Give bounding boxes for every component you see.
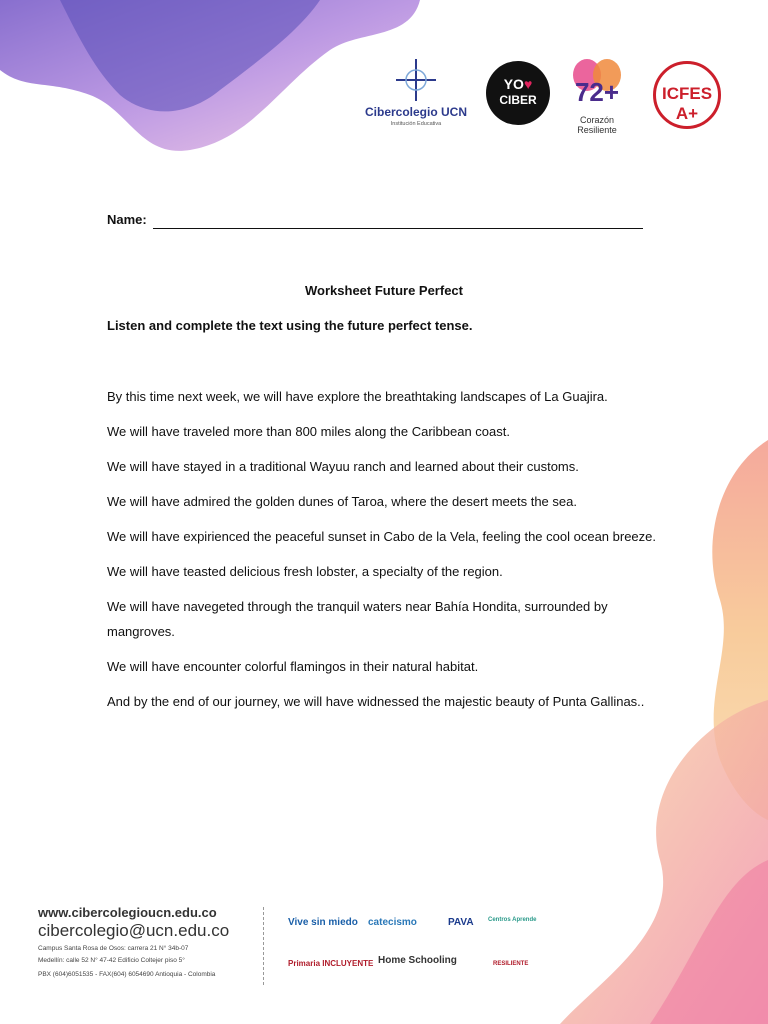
name-blank-line[interactable] <box>153 228 643 229</box>
paragraph: We will have traveled more than 800 miles along the Caribbean coast. <box>107 424 510 439</box>
ucn-logo-name: Cibercolegio UCN <box>364 105 467 119</box>
cibercolegio-ucn-logo <box>360 55 472 135</box>
instruction-text: Listen and complete the text using the future perfect tense. <box>107 318 473 333</box>
top-left-wave-shape <box>0 0 420 151</box>
phone-fax: PBX (604)6051535 - FAX(604) 6054690 Antioquia - Colombia <box>38 971 216 978</box>
primaria-incluyente-logo: Primaria INCLUYENTE <box>288 959 374 968</box>
ciber-text: CIBER <box>499 93 537 107</box>
ucn-logo-subtitle: Institución Educativa <box>390 121 442 127</box>
worksheet-body <box>107 384 657 724</box>
paragraph: We will have expirienced the peaceful sunset in Cabo de la Vela, feeling the cool ocean breeze. <box>107 529 657 544</box>
campus-address: Campus Santa Rosa de Osos: carrera 21 N° 34b-07 <box>38 945 189 952</box>
medellin-address: Medellín: calle 52 N° 47-42 Edificio Coltejer piso 5° <box>38 957 185 964</box>
partner-logos <box>288 911 548 991</box>
email-link[interactable]: cibercolegio@ucn.edu.co <box>38 921 230 940</box>
paragraph: We will have teasted delicious fresh lobster, a specialty of the region. <box>107 564 503 579</box>
paragraph: By this time next week, we will have explore the breathtaking landscapes of La Guajira. <box>107 389 608 404</box>
compass-cross-icon <box>360 55 472 105</box>
resiliente-logo: RESILIENTE <box>493 961 529 967</box>
paragraph: And by the end of our journey, we will have widnessed the majestic beauty of Punta Gallinas.. <box>107 694 645 709</box>
paragraph: We will have encounter colorful flamingos in their natural habitat. <box>107 659 479 674</box>
centros-aprende-logo: Centros Aprende <box>488 917 537 923</box>
home-schooling-logo: Home Schooling <box>378 955 457 966</box>
paragraph: We will have navegeted through the tranquil waters near Bahía Hondita, surrounded by mangroves. <box>107 599 608 639</box>
yo-text: YO <box>503 76 524 92</box>
catecismo-logo: catecismo <box>368 917 417 928</box>
worksheet-title: Worksheet Future Perfect <box>305 283 463 298</box>
icfes-text: ICFES A+ <box>661 84 713 123</box>
icfes-seal-logo <box>653 61 721 129</box>
corazon-text: Corazón <box>579 115 615 125</box>
name-label: Name: <box>107 212 147 227</box>
footer <box>38 905 738 995</box>
website-link[interactable]: www.cibercolegioucn.edu.co <box>38 905 217 920</box>
resiliente-text: Resiliente <box>577 125 617 135</box>
paragraph: We will have stayed in a traditional Wayuu ranch and learned about their customs. <box>107 459 579 474</box>
yo-ciber-logo <box>486 61 550 125</box>
72-corazon-resiliente-logo <box>565 57 629 137</box>
footer-divider <box>263 907 264 985</box>
72-number: 72 <box>574 77 604 107</box>
plus-sign: + <box>603 77 620 107</box>
heart-icon: ♥ <box>523 76 533 92</box>
vive-sin-miedo-logo: Vive sin miedo <box>288 917 358 928</box>
pava-logo: PAVA <box>448 917 474 928</box>
paragraph: We will have admired the golden dunes of Taroa, where the desert meets the sea. <box>107 494 577 509</box>
header-logos <box>360 55 740 140</box>
